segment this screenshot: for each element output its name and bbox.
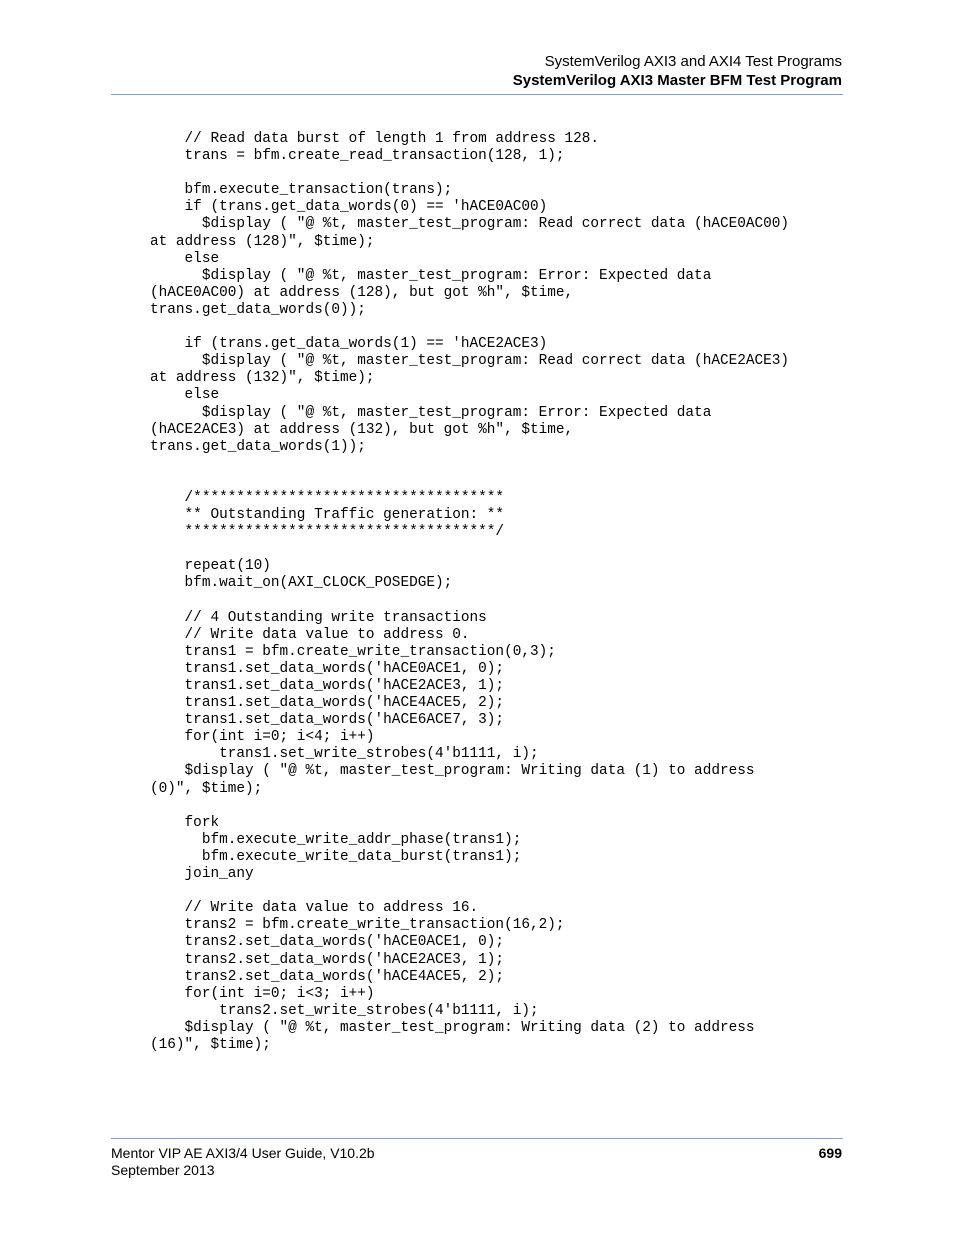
header-section-title: SystemVerilog AXI3 Master BFM Test Program (512, 72, 842, 89)
header-chapter-title: SystemVerilog AXI3 and AXI4 Test Programs (544, 53, 842, 70)
running-header (513, 52, 842, 90)
page-number: 699 (818, 1145, 842, 1161)
header-rule (111, 94, 843, 95)
footer-rule (111, 1138, 843, 1139)
footer-date: September 2013 (111, 1162, 215, 1178)
footer-guide-title: Mentor VIP AE AXI3/4 User Guide, V10.2b (111, 1145, 375, 1161)
code-listing: // Read data burst of length 1 from address 128. trans = bfm.create_read_transaction(128, 1); bfm.execute_transaction(trans); if (trans.get_data_words(0) == 'hACE0AC00) $display ( "@ %t, master_test_program: Read correct data (hACE0AC00) at address (128)", $time); else $display ( "@ %t, master_test_program: Error: Expected data (hACE0AC00) at address (128), but got %h", $time, trans.get_data_words(0)); if (trans.get_data_words(1) == 'hACE2ACE3) $display ( "@ %t, master_test_program: Read correct data (hACE2ACE3) at address (132)", $time); else $display ( "@ %t, master_test_program: Error: Expected data (hACE2ACE3) at address (132), but got %h", $time, trans.get_data_words(1)); /************************************ ** Outstanding Traffic generation: ** ************************************/ repeat(10) bfm.wait_on(AXI_CLOCK_POSEDGE); // 4 Outstanding write transactions // Write data value to address 0. trans1 = bfm.create_write_transaction(0,3); trans1.set_data_words('hACE0ACE1, 0); trans1.set_data_words('hACE2ACE3, 1); trans1.set_data_words('hACE4ACE5, 2); trans1.set_data_words('hACE6ACE7, 3); for(int i=0; i<4; i++) trans1.set_write_strobes(4'b1111, i); $display ( "@ %t, master_test_program: Writing data (1) to address (0)", $time); fork bfm.execute_write_addr_phase(trans1); bfm.execute_write_data_burst(trans1); join_any // Write data value to address 16. trans2 = bfm.create_write_transaction(16,2); trans2.set_data_words('hACE0ACE1, 0); trans2.set_data_words('hACE2ACE3, 1); trans2.set_data_words('hACE4ACE5, 2); for(int i=0; i<3; i++) trans2.set_write_strobes(4'b1111, i); $display ( "@ %t, master_test_program: Writing data (2) to address (16)", $time); (150, 131, 790, 1053)
footer-info (111, 1145, 375, 1179)
